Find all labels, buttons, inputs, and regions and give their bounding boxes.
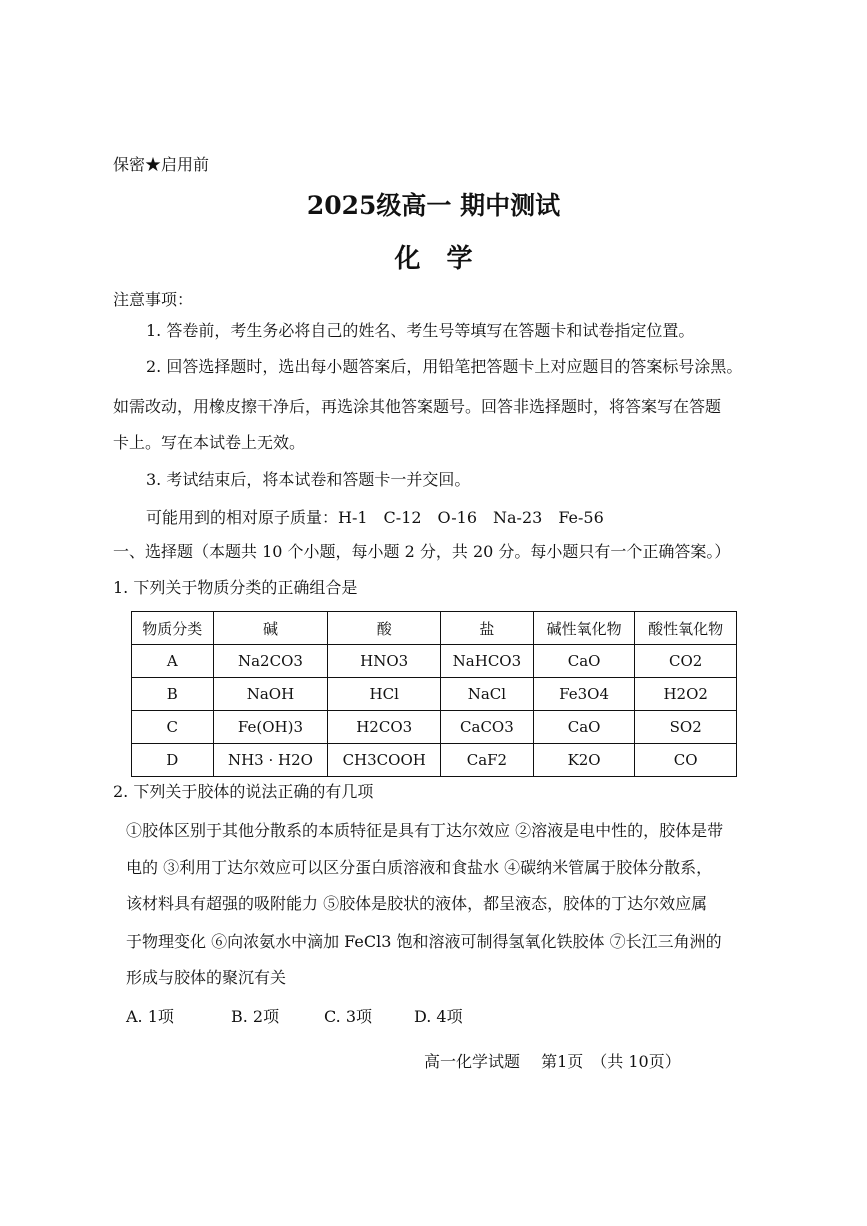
table-cell: A xyxy=(132,645,214,678)
table-cell: CO2 xyxy=(635,645,737,678)
table-cell: B xyxy=(132,678,214,711)
header-cell: 物质分类 xyxy=(132,612,214,645)
table-cell: Fe3O4 xyxy=(533,678,635,711)
table-cell: H2O2 xyxy=(635,678,737,711)
table-row xyxy=(132,744,737,777)
table-cell: CH3COOH xyxy=(328,744,441,777)
question-1-stem: 1. 下列关于物质分类的正确组合是 xyxy=(113,578,358,597)
table-cell: SO2 xyxy=(635,711,737,744)
table-cell: CaCO3 xyxy=(441,711,534,744)
notice-item-3: 3. 考试结束后，将本试卷和答题卡一并交回。 xyxy=(146,470,471,489)
notice-item-1: 1. 答卷前，考生务必将自己的姓名、考生号等填写在答题卡和试卷指定位置。 xyxy=(146,321,695,340)
table-cell: CaO xyxy=(533,645,635,678)
table-cell: CO xyxy=(635,744,737,777)
option-c: C. 3项 xyxy=(324,1007,373,1026)
table-cell: CaF2 xyxy=(441,744,534,777)
notice-item-2-line-2: 如需改动，用橡皮擦干净后，再选涂其他答案题号。回答非选择题时，将答案写在答题 xyxy=(113,397,722,416)
table-row xyxy=(132,678,737,711)
header-cell: 碱性氧化物 xyxy=(533,612,635,645)
notice-item-2-line-1: 2. 回答选择题时，选出每小题答案后，用铅笔把答题卡上对应题目的答案标号涂黑。 xyxy=(146,357,743,376)
table-cell: Na2CO3 xyxy=(213,645,328,678)
table-row xyxy=(132,711,737,744)
table-cell: NaOH xyxy=(213,678,328,711)
table-cell: Fe(OH)3 xyxy=(213,711,328,744)
table-cell: CaO xyxy=(533,711,635,744)
header-cell: 酸性氧化物 xyxy=(635,612,737,645)
page-footer: 高一化学试题 第1页 （共 10页） xyxy=(424,1052,681,1071)
table-cell: NH3 · H2O xyxy=(213,744,328,777)
atomic-masses: 可能用到的相对原子质量：H-1 C-12 O-16 Na-23 Fe-56 xyxy=(146,508,604,527)
header-cell: 盐 xyxy=(441,612,534,645)
table-cell: K2O xyxy=(533,744,635,777)
notice-heading: 注意事项： xyxy=(113,290,194,309)
table-cell: HNO3 xyxy=(328,645,441,678)
notice-item-2-line-3: 卡上。写在本试卷上无效。 xyxy=(113,433,306,452)
subject-title: 化学 xyxy=(394,244,499,274)
exam-title: 2025级高一 期中测试 xyxy=(306,191,561,220)
question-2-options xyxy=(126,1004,463,1027)
confidential-mark: 保密★启用前 xyxy=(113,155,210,174)
table-cell: H2CO3 xyxy=(328,711,441,744)
option-d: D. 4项 xyxy=(414,1007,463,1026)
question-2-stem: 2. 下列关于胶体的说法正确的有几项 xyxy=(113,782,374,801)
option-a: A. 1项 xyxy=(126,1007,174,1026)
header-cell: 酸 xyxy=(328,612,441,645)
question-2-line-3: 该材料具有超强的吸附能力 ⑤胶体是胶状的液体，都呈液态，胶体的丁达尔效应属 xyxy=(126,894,708,913)
question-2-line-4: 于物理变化 ⑥向浓氨水中滴加 FeCl3 饱和溶液可制得氢氧化铁胶体 ⑦长江三角洲的 xyxy=(126,932,722,951)
table-cell: NaCl xyxy=(441,678,534,711)
header-cell: 碱 xyxy=(213,612,328,645)
question-2-line-1: ①胶体区别于其他分散系的本质特征是具有丁达尔效应 ②溶液是电中性的，胶体是带 xyxy=(126,821,724,840)
classification-table xyxy=(131,611,737,777)
table-header-row xyxy=(132,612,737,645)
table-cell: NaHCO3 xyxy=(441,645,534,678)
question-2-line-2: 电的 ③利用丁达尔效应可以区分蛋白质溶液和食盐水 ④碳纳米管属于胶体分散系， xyxy=(126,858,713,877)
question-2-line-5: 形成与胶体的聚沉有关 xyxy=(126,968,287,987)
option-b: B. 2项 xyxy=(231,1007,280,1026)
table-cell: D xyxy=(132,744,214,777)
section-1-heading: 一、选择题（本题共 10 个小题，每小题 2 分，共 20 分。每小题只有一个正确答案。） xyxy=(113,542,731,561)
table-cell: C xyxy=(132,711,214,744)
table-cell: HCl xyxy=(328,678,441,711)
table-row xyxy=(132,645,737,678)
